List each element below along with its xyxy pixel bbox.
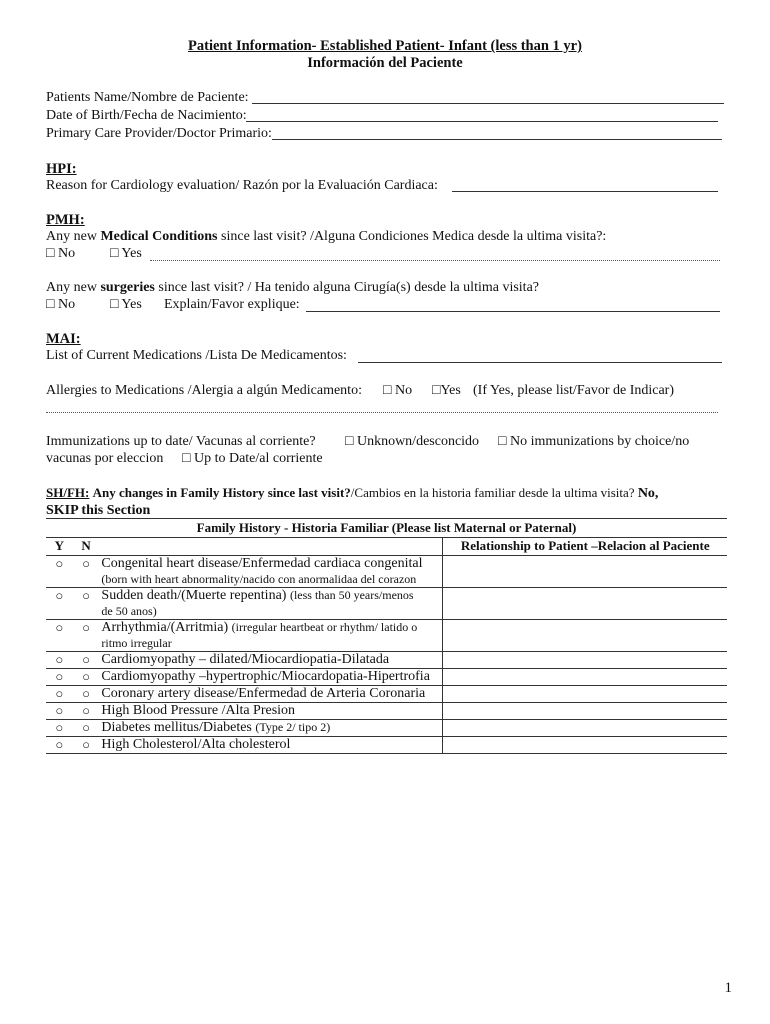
surgeries-yes-checkbox[interactable]: □ Yes: [110, 297, 142, 312]
radio-yes[interactable]: ○: [46, 556, 73, 588]
surgeries-no-checkbox[interactable]: □ No: [46, 297, 76, 312]
patient-name-label: Patients Name/Nombre de Paciente:: [46, 90, 249, 105]
radio-yes[interactable]: ○: [46, 669, 73, 686]
table-row: [46, 620, 727, 652]
dob-field[interactable]: [246, 121, 718, 122]
relationship-field[interactable]: [443, 556, 727, 588]
radio-no[interactable]: ○: [73, 686, 100, 703]
allergies-label: Allergies to Medications /Alergia a algún Medicamento:: [46, 383, 362, 398]
relationship-field[interactable]: [443, 737, 727, 754]
immun-nochoice-checkbox[interactable]: □ No immunizations by choice/no: [498, 434, 690, 449]
pcp-label: Primary Care Provider/Doctor Primario:: [46, 126, 272, 141]
radio-no[interactable]: ○: [73, 652, 100, 669]
immun-uptodate-checkbox[interactable]: □ Up to Date/al corriente: [182, 451, 323, 466]
radio-no[interactable]: ○: [73, 588, 100, 620]
table-row: [46, 588, 727, 620]
hpi-reason-field[interactable]: [452, 191, 718, 192]
table-row: [46, 556, 727, 588]
allergy-no-checkbox[interactable]: □ No: [383, 383, 413, 398]
medications-label: List of Current Medications /Lista De Medicamentos:: [46, 348, 347, 363]
relationship-field[interactable]: [443, 686, 727, 703]
hpi-heading: HPI:: [46, 161, 77, 177]
condition-label: Sudden death/(Muerte repentina): [101, 588, 287, 603]
radio-no[interactable]: ○: [73, 669, 100, 686]
col-relationship: Relationship to Patient –Relacion al Paciente: [443, 538, 727, 556]
conditions-yes-checkbox[interactable]: □ Yes: [110, 246, 142, 261]
condition-sub: de 50 anos): [101, 604, 157, 618]
relationship-field[interactable]: [443, 620, 727, 652]
condition-label: High Blood Pressure /Alta Presion: [99, 703, 443, 720]
condition-label: Coronary artery disease/Enfermedad de Arteria Coronaria: [99, 686, 443, 703]
radio-no[interactable]: ○: [73, 737, 100, 754]
relationship-field[interactable]: [443, 588, 727, 620]
conditions-question: Any new Medical Conditions since last visit? /Alguna Condiciones Medica desde la ultima visita?:: [46, 229, 607, 244]
col-n: N: [81, 538, 91, 553]
condition-label: Arrhythmia/(Arritmia): [101, 620, 229, 635]
condition-sub-inline: (Type 2/ tipo 2): [255, 720, 331, 734]
explain-label: Explain/Favor explique:: [164, 297, 300, 312]
patient-name-field[interactable]: [252, 103, 724, 104]
medications-field[interactable]: [358, 362, 722, 363]
immunizations-question: Immunizations up to date/ Vacunas al corriente?: [46, 434, 316, 449]
page-number: 1: [724, 980, 732, 996]
hpi-reason-label: Reason for Cardiology evaluation/ Razón por la Evaluación Cardiaca:: [46, 178, 438, 193]
radio-yes[interactable]: ○: [46, 686, 73, 703]
table-top-rule: [46, 518, 727, 519]
relationship-field[interactable]: [443, 652, 727, 669]
relationship-field[interactable]: [443, 669, 727, 686]
radio-no[interactable]: ○: [73, 620, 100, 652]
radio-no[interactable]: ○: [73, 720, 100, 737]
table-row: [46, 720, 727, 737]
mai-heading: MAI:: [46, 331, 81, 347]
table-row: [46, 703, 727, 720]
condition-label: Cardiomyopathy –hypertrophic/Miocardopatia-Hipertrofia: [99, 669, 443, 686]
condition-label: Diabetes mellitus/Diabetes: [101, 720, 252, 735]
shfh-question: SH/FH: Any changes in Family History since last visit?/Cambios en la historia familiar desde la ultima visita? No,: [46, 485, 659, 501]
conditions-no-checkbox[interactable]: □ No: [46, 246, 76, 261]
shfh-skip: SKIP this Section: [46, 503, 151, 518]
condition-sub-inline: (irregular heartbeat or rhythm/ latido o: [231, 620, 418, 634]
table-row: [46, 669, 727, 686]
radio-yes[interactable]: ○: [46, 620, 73, 652]
table-row: [46, 737, 727, 754]
allergy-yes-checkbox[interactable]: □Yes: [432, 383, 461, 398]
condition-label: Cardiomyopathy – dilated/Miocardiopatia-Dilatada: [99, 652, 443, 669]
conditions-field[interactable]: [150, 260, 720, 261]
condition-sub-inline: (less than 50 years/menos: [289, 588, 414, 602]
radio-yes[interactable]: ○: [46, 588, 73, 620]
condition-label: Congenital heart disease/Enfermedad cardiaca congenital: [101, 556, 423, 571]
relationship-field[interactable]: [443, 703, 727, 720]
immun-unknown-checkbox[interactable]: □ Unknown/desconcido: [345, 434, 480, 449]
radio-yes[interactable]: ○: [46, 703, 73, 720]
allergies-field[interactable]: [46, 412, 718, 413]
radio-yes[interactable]: ○: [46, 652, 73, 669]
page-subtitle: Información del Paciente: [307, 55, 463, 71]
radio-no[interactable]: ○: [73, 556, 100, 588]
condition-sub: ritmo irregular: [101, 636, 172, 650]
radio-yes[interactable]: ○: [46, 737, 73, 754]
page-title: Patient Information- Established Patient- Infant (less than 1 yr): [188, 38, 582, 54]
pcp-field[interactable]: [272, 139, 722, 140]
allergy-note: (If Yes, please list/Favor de Indicar): [473, 383, 675, 398]
immun-nochoice-cont: vacunas por eleccion: [46, 451, 164, 466]
table-row: [46, 686, 727, 703]
pmh-heading: PMH:: [46, 212, 85, 228]
explain-field[interactable]: [306, 311, 720, 312]
col-y: Y: [54, 538, 65, 553]
surgeries-question: Any new surgeries since last visit? / Ha tenido alguna Cirugía(s) desde la ultima visita?: [46, 280, 539, 295]
condition-label: High Cholesterol/Alta cholesterol: [99, 737, 443, 754]
family-history-table: [46, 520, 727, 754]
radio-no[interactable]: ○: [73, 703, 100, 720]
condition-sub: (born with heart abnormality/nacido con anormalidaa del corazon: [101, 572, 417, 586]
table-row: [46, 652, 727, 669]
dob-label: Date of Birth/Fecha de Nacimiento:: [46, 108, 247, 123]
radio-yes[interactable]: ○: [46, 720, 73, 737]
family-history-header: Family History - Historia Familiar (Please list Maternal or Paternal): [196, 520, 577, 535]
relationship-field[interactable]: [443, 720, 727, 737]
